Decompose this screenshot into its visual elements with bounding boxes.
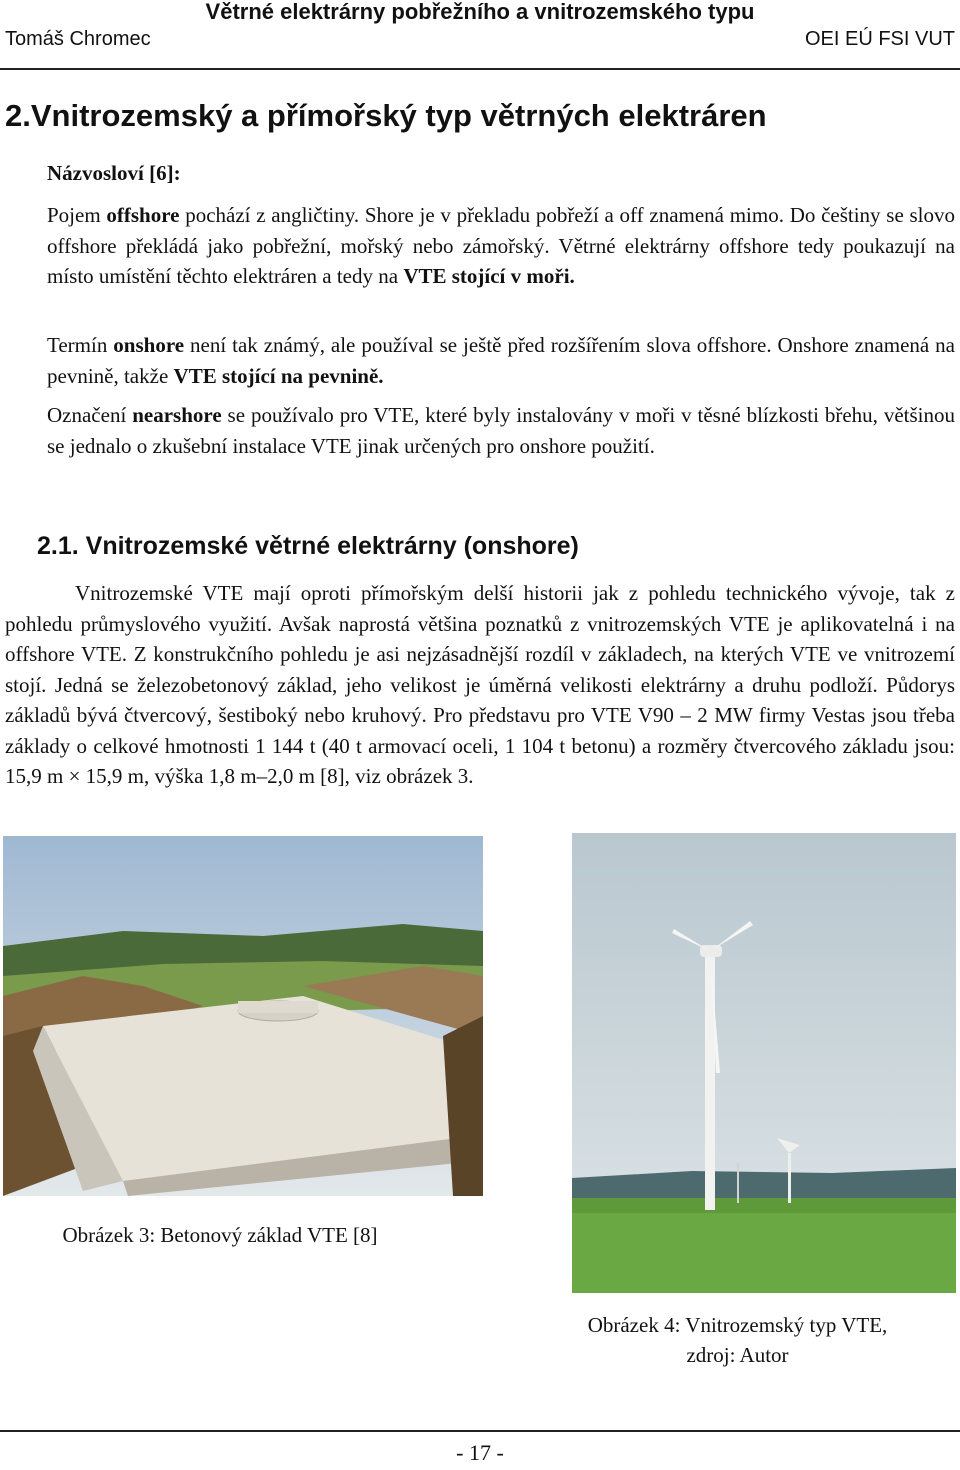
- terminology-label-text: Názvosloví [6]:: [47, 161, 181, 185]
- figure-4-caption-line-1: Obrázek 4: Vnitrozemský typ VTE,: [587, 1313, 888, 1337]
- paragraph-nearshore: [47, 400, 955, 461]
- p1-text-1: Pojem: [47, 203, 107, 227]
- footer-rule: [0, 1430, 960, 1432]
- subsection-heading: 2.1. Vnitrozemské větrné elektrárny (onshore): [37, 532, 579, 560]
- p3-bold-1: nearshore: [132, 403, 222, 427]
- p1-text-2: pochází z angličtiny. Shore je v překladu pobřeží a off znamená mimo. Do češtiny se slovo offshore překládá jako pobřežní, mořský nebo zámořský. Větrné elektrárny offshore tedy poukazují na místo umístění těchto elektráren a tedy na: [47, 203, 955, 288]
- p2-text-1: Termín: [47, 333, 114, 357]
- paragraph-onshore: [47, 330, 955, 391]
- wind-turbine-photo: [572, 833, 956, 1293]
- terminology-label: [47, 158, 181, 189]
- p2-bold-1: onshore: [113, 333, 185, 357]
- section-heading: 2.Vnitrozemský a přímořský typ větrných elektráren: [5, 98, 767, 133]
- figure-3-caption: Obrázek 3: Betonový základ VTE [8]: [62, 1223, 378, 1247]
- paragraph-offshore: [47, 200, 955, 292]
- institution: OEI EÚ FSI VUT: [804, 28, 955, 50]
- figure-4-caption-line-2: zdroj: Autor: [686, 1343, 789, 1367]
- p3-text-1: Označení: [47, 403, 133, 427]
- foundation-photo: [3, 836, 483, 1196]
- p2-text-2: není tak známý, ale používal se ještě před rozšířením slova offshore. Onshore znamená na pevnině, takže: [47, 333, 955, 388]
- p2-bold-2: VTE stojící na pevnině.: [173, 363, 384, 388]
- header-rule: [0, 68, 960, 70]
- p1-bold-2: VTE stojící v moři.: [403, 264, 575, 288]
- page-number: - 17 -: [456, 1440, 504, 1465]
- running-title: Větrné elektrárny pobřežního a vnitrozemského typu: [205, 0, 755, 24]
- p1-bold-1: offshore: [106, 203, 180, 227]
- author-name: Tomáš Chromec: [5, 28, 151, 50]
- paragraph-onshore-body: Vnitrozemské VTE mají oproti přímořským delší historii jak z pohledu technického vývoje, tak z pohledu průmyslového využití. Avšak naprostá většina poznatků z vnitrozemských VTE je aplikovatelná i na offshore VTE. Z konstrukčního pohledu je asi nejzásadnější rozdíl v základech, na kterých VTE ve vnitrozemí stojí. Jedná se železobetonový základ, jeho velikost je úměrná velikosti elektrárny a druhu podloží. Půdorys základů bývá čtvercový, šestiboký nebo kruhový. Pro představu pro VTE V90 – 2 MW firmy Vestas jsou třeba základy o celkové hmotnosti 1 144 t (40 t armovací oceli, 1 104 t betonu) a rozměry čtvercového základu jsou: 15,9 m × 15,9 m, výška 1,8 m–2,0 m [8], viz obrázek 3.: [5, 581, 955, 788]
- figure-4-caption: [545, 1310, 930, 1370]
- p3-text-2: se používalo pro VTE, které byly instalovány v moři v těsné blízkosti břehu, většinou se jednalo o zkušební instalace VTE jinak určených pro onshore použití.: [47, 403, 955, 458]
